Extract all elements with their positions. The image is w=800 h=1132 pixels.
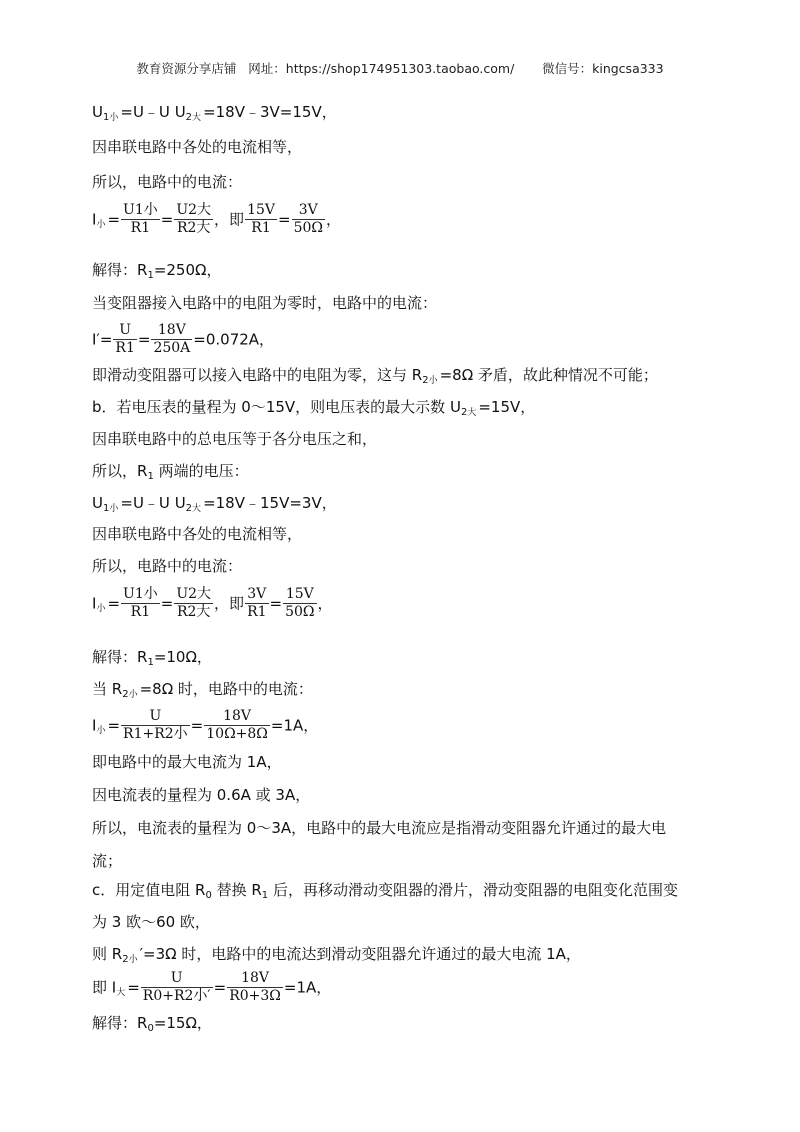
fraction: $\frac{3V}{50\Omega}$ xyxy=(293,202,323,236)
formula-line: 即 $I_大$ = $\frac{U}{\text{R0+R2小′}}$ = $\frac{18V}{R0+3\Omega}$ =1A， xyxy=(92,970,332,1004)
text-line: 所以，电流表的量程为 0～3A，电路中的最大电流应是指滑动变阻器允许通过的最大电 xyxy=(92,819,667,837)
text-line: 当 $R_{2小} =8\Omega$ 时，电路中的电流： xyxy=(92,680,313,700)
text-line: 所以，$R_1$ 两端的电压： xyxy=(92,462,249,482)
page-header: 教育资源分享店铺 网址：https://shop174951303.taobao.com/ 微信号：kingcsa333 xyxy=(136,61,664,76)
fraction: $\frac{\text{U2大}}{\text{R2大}}$ xyxy=(176,586,212,620)
fraction: $\frac{\text{U1小}}{R1}$ xyxy=(123,586,158,620)
text-line: 解得：$R_0=15\Omega$， xyxy=(92,1014,212,1034)
formula-line: $I_小$ = $\frac{\text{U1小}}{R1}$ = $\frac{\text{U2大}}{\text{R2大}}$ ，即 $\frac{15V}{R1}$ = $\frac{3V}{50\Omega}$ ， xyxy=(92,202,342,236)
fraction: $\frac{U}{R1}$ xyxy=(115,322,135,356)
formula-line: I′= $\frac{U}{R1}$ = $\frac{18V}{250A}$ =0.072A， xyxy=(92,322,275,356)
fraction: $\frac{15V}{50\Omega}$ xyxy=(285,586,315,620)
fraction: $\frac{18V}{10\Omega+8\Omega}$ xyxy=(206,708,268,742)
fraction: $\frac{3V}{R1}$ xyxy=(247,586,267,620)
text-line: $U_{1小}$ =U﹣U $U_{2大}$ =18V﹣15V=3V， xyxy=(92,494,337,514)
text-line: 即电路中的最大电流为 1A， xyxy=(92,753,282,771)
fraction: $\frac{U}{\text{R0+R2小′}}$ xyxy=(142,970,211,1004)
fraction: $\frac{\text{U2大}}{\text{R2大}}$ xyxy=(176,202,212,236)
text-line: 因电流表的量程为 0.6A 或 3A， xyxy=(92,786,311,804)
fraction: $\frac{18V}{R0+3\Omega}$ xyxy=(229,970,281,1004)
text-line: 因串联电路中各处的电流相等， xyxy=(92,525,303,543)
formula-line: $I_小$ = $\frac{\text{U1小}}{R1}$ = $\frac{\text{U2大}}{\text{R2大}}$ ，即 $\frac{3V}{R1}$ = $\frac{15V}{50\Omega}$ ， xyxy=(92,586,333,620)
text-line: b．若电压表的量程为 0～15V，则电压表的最大示数 $U_{2大} =15V$， xyxy=(92,398,536,418)
text-line: 解得：$R_1=250\Omega$， xyxy=(92,261,222,281)
text-line: c．用定值电阻 $R_0$ 替换 $R_1$ 后，再移动滑动变阻器的滑片，滑动变阻器的电阻变化范围变 xyxy=(92,881,678,901)
text-line: 为 3 欧～60 欧， xyxy=(92,913,210,931)
text-line: 因串联电路中各处的电流相等， xyxy=(92,138,303,156)
text-line: 则 $R_{2小}$ ′=3Ω 时，电路中的电流达到滑动变阻器允许通过的最大电流 1A， xyxy=(92,945,581,965)
text-line: $U_{1小}$ =U﹣U $U_{2大}$ =18V﹣3V=15V， xyxy=(92,103,337,123)
text-line: 因串联电路中的总电压等于各分电压之和， xyxy=(92,430,378,448)
text-line: 即滑动变阻器可以接入电路中的电阻为零，这与 $R_{2小} =8\Omega$ 矛盾，故此种情况不可能； xyxy=(92,366,658,386)
fraction: $\frac{15V}{R1}$ xyxy=(247,202,275,236)
text-line: 流； xyxy=(92,852,123,870)
fraction: $\frac{U}{\text{R1+R2小}}$ xyxy=(123,708,188,742)
text-line: 解得：$R_1=10\Omega$， xyxy=(92,648,212,668)
text-line: 当变阻器接入电路中的电阻为零时，电路中的电流： xyxy=(92,294,438,312)
text-line: 所以，电路中的电流： xyxy=(92,173,243,191)
text-line: 所以，电路中的电流： xyxy=(92,557,243,575)
fraction: $\frac{\text{U1小}}{R1}$ xyxy=(123,202,158,236)
fraction: $\frac{18V}{250A}$ xyxy=(153,322,191,356)
formula-line: $I_小$ = $\frac{U}{\text{R1+R2小}}$ = $\frac{18V}{10\Omega+8\Omega}$ =1A， xyxy=(92,708,319,742)
